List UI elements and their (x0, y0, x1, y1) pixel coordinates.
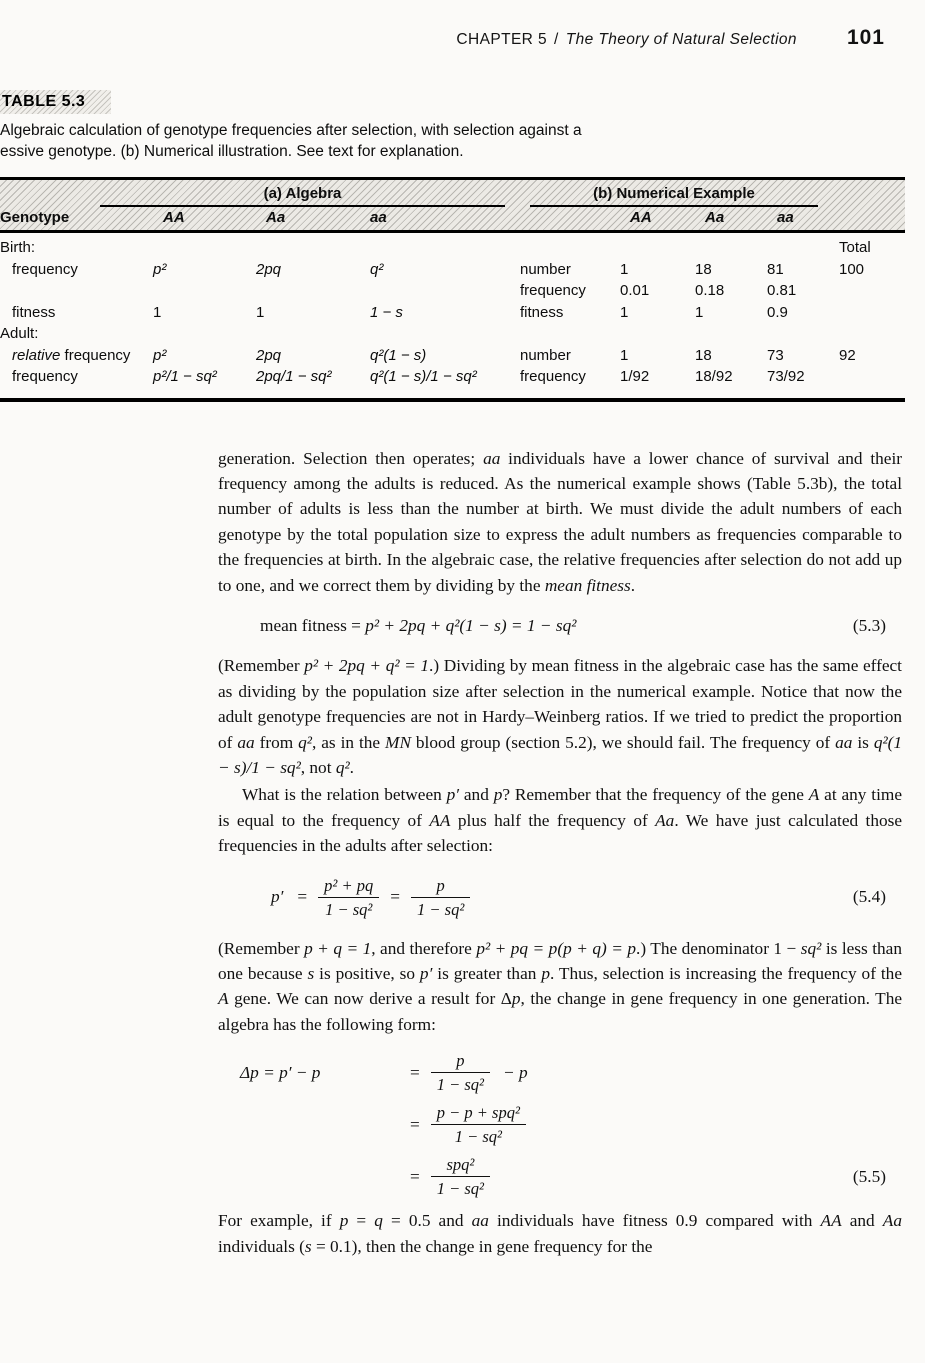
equation-5-4-lhs: p′ (271, 887, 284, 907)
header-separator: / (554, 31, 559, 48)
table-caption (0, 121, 700, 162)
column-header-AA-algebra: AA (163, 209, 185, 226)
equation-5-3-number: (5.3) (852, 615, 886, 635)
table-row-adult-label (0, 325, 905, 347)
table-body (0, 233, 905, 402)
table-label: TABLE 5.3 (0, 90, 111, 114)
paragraph-5: For example, if p = q = 0.5 and aa individuals have fitness 0.9 compared with AA and Aa individuals (s = 0.1), then the change in gene frequency for the (218, 1211, 902, 1256)
paragraph-3: What is the relation between p′ and p? Remember that the frequency of the gene A at any time is equal to the frequency of AA plus half the frequency of Aa. We have just calculated those frequencies in the adults after selection: (218, 785, 903, 856)
equals-sign: = (297, 887, 308, 907)
column-header-AA-numerical: AA (630, 209, 652, 226)
fraction: $\frac{\text{spq²}}{\text{1 − sq²}}$ (431, 1155, 490, 1198)
equation-5-5-number: (5.5) (852, 1167, 886, 1187)
paragraph-2: (Remember p² + 2pq + q² = 1.) Dividing by mean fitness in the algebraic case has the same effect as dividing by the population size after selection in the numerical example. Notice that now the adult genotype frequencies are not in Hardy–Weinberg ratios. If we tried to predict the proportion of aa from q², as in the MN blood group (section 5.2), we should fail. The frequency of aa is q²(1 − s)/1 − sq², not q². (218, 656, 903, 777)
paragraph-4: (Remember p + q = 1, and therefore p² + pq = p(p + q) = p.) The denominator 1 − sq² is less than one because s is positive, so p′ is greater than p. Thus, selection is increasing the frequency of the A gene. We can now derive a result for Δp, the change in gene frequency in one generation. The algebra has the following form: (218, 938, 902, 1034)
equals-sign: = (390, 887, 401, 907)
table-row-adult-frequency: frequency p²/1 − sq² 2pq/1 − sq² q²(1 − s)/1 − sq² frequency 1/92 18/92 73/92 (12, 368, 805, 385)
paragraph-1: generation. Selection then operates; aa individuals have a lower chance of survival and their frequency among the adults is reduced. As the numerical example shows (Table 5.3b), the total number of adults is less than the number at birth. We must divide the adult numbers of each genotype by the total population size to express the adult numbers as frequencies comparable to the frequencies at birth. In the algebraic case, the relative frequencies after selection do not add up to one, and we correct them by dividing by the mean fitness. (218, 448, 903, 595)
running-head (456, 31, 797, 49)
table-row-birth-label (0, 239, 905, 261)
equation-5-5-line-1: Δp = p′ − p = $\frac{p}{\text{1 − sq²}}$ − p (240, 1051, 528, 1095)
total-header: Total (839, 239, 871, 256)
fraction: $\frac{\text{p − p + spq²}}{\text{1 − sq²}}$ (431, 1103, 526, 1146)
column-header-row (0, 209, 905, 226)
equation-5-4 (264, 876, 902, 919)
body-text-column (218, 446, 902, 1260)
column-header-aa-algebra: aa (370, 209, 387, 226)
table-row-adult-relative-frequency: relative frequency p² 2pq q²(1 − s) number 1 18 73 92 (12, 346, 856, 364)
table-header (0, 177, 905, 233)
equals-sign: = (410, 1115, 420, 1135)
equation-5-3 (260, 613, 902, 638)
chapter-label: CHAPTER 5 (456, 31, 547, 48)
column-header-Aa-algebra: Aa (266, 209, 286, 226)
fraction: $\frac{p}{\text{1 − sq²}}$ (411, 876, 470, 919)
equation-5-5 (240, 1051, 902, 1198)
group-header-numerical: (b) Numerical Example (530, 185, 818, 207)
caption-line-2: essive genotype. (b) Numerical illustration. See text for explanation. (0, 142, 464, 160)
equals-sign: = (410, 1063, 420, 1083)
equation-5-5-line-3 (240, 1155, 902, 1198)
table-5-3 (0, 177, 905, 402)
genotype-header: Genotype (0, 209, 70, 226)
running-title: The Theory of Natural Selection (565, 31, 797, 48)
column-header-Aa-numerical: Aa (705, 209, 725, 226)
fraction: $\frac{\text{p² + pq}}{\text{1 − sq²}}$ (318, 876, 379, 919)
section-label-adult: Adult: (0, 325, 39, 342)
caption-line-1: Algebraic calculation of genotype frequencies after selection, with selection against a (0, 122, 582, 139)
section-label-birth: Birth: (0, 239, 36, 256)
equals-sign: = (410, 1167, 420, 1187)
column-header-aa-numerical: aa (777, 209, 794, 226)
table-row-birth-fitness: fitness 1 1 1 − s fitness 1 1 0.9 (12, 303, 788, 321)
page-header (0, 0, 925, 50)
equation-5-3-expression: mean fitness = p² + 2pq + q²(1 − s) = 1 − sq² (260, 615, 577, 635)
equation-5-4-number: (5.4) (852, 887, 886, 907)
fraction: $\frac{p}{\text{1 − sq²}}$ (431, 1051, 490, 1094)
group-header-row (0, 185, 905, 207)
equation-5-5-line-2 (240, 1103, 902, 1146)
page-number: 101 (846, 26, 885, 49)
table-row-birth-frequency-numerical: frequency 0.01 0.18 0.81 (520, 282, 797, 299)
group-header-algebra: (a) Algebra (100, 185, 505, 207)
table-row-birth-frequency: frequency p² 2pq q² number 1 18 81 100 (12, 260, 865, 278)
